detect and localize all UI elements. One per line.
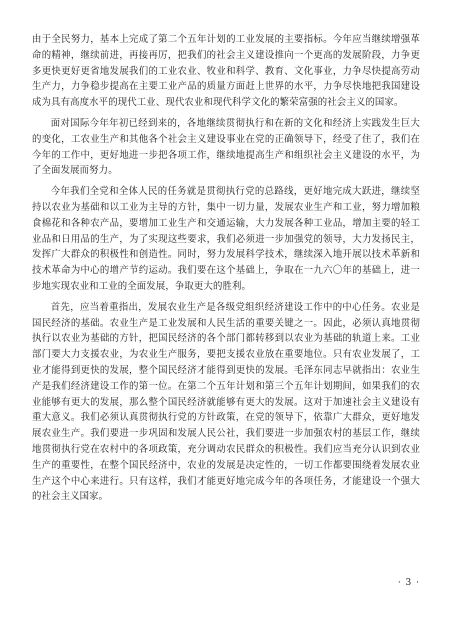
paragraph-3: 今年我们全党和全体人民的任务就是贯彻执行党的总路线，更好地完成大跃进，继续坚持以农业为基础和以工业为主导的方针，集中一切力量，发展农业生产和工业，努力增加粮食棉花和各种农产品，要增加工业生产和交通运输，大力发展各种工业品，增加主要的轻工业品和日用品的生产，为了实现这些要求，我们必须进一步加强党的领导，大力发扬民主，发挥广大群众的积极性和创造性。同时，努力发展科学技术，继续深入地开展以技术革新和技术革命为中心的增产节约运动。我们要在这个基础上，争取在一九六〇年的基础上，进一步地实现农业和工业的全面发展，争取更大的胜利。 — [32, 186, 420, 292]
paragraph-2: 面对国际今年年初已经到来的，各地继续贯彻执行和在新的文化和经济上实践发生巨大的变化，工农业生产和其他各个社会主义建设事业在党的正确领导下，经受了住了，我们在今年的工作中，更好地进一步把各项工作，继续地提高生产和组织社会主义建设的水平，为了全面发展而努力。 — [32, 117, 420, 177]
page-number: · 3 · — [397, 578, 420, 588]
paragraph-1: 由于全民努力，基本上完成了第二个五年计划的工业发展的主要指标。今年应当继续增强革命的精神，继续前进，再接再厉，把我们的社会主义建设推向一个更高的发展阶段，力争更多更快更好更省地发展我们的工业农业、牧业和科学、教育、文化事业，力争尽快提高劳动生产力，力争稳步提高在主要工业产品的质量方面赶上世界的水平，力争尽快地把我国建设成为具有高度水平的现代工业、现代农业和现代科学文化的繁荣富强的社会主义的国家。 — [32, 34, 420, 109]
paragraph-4: 首先，应当着重指出，发展农业生产是各级党组织经济建设工作中的中心任务。农业是国民经济的基础。农业生产是工业发展和人民生活的重要关键之一。因此，必须认真地贯彻执行以农业为基础的方针，把国民经济的各个部门都转移到以农业为基础的轨道上来。工业部门要大力支援农业，为农业生产服务，要把支援农业放在重要地位。只有农业发展了，工业才能得到更快的发展，整个国民经济才能得到更快的发展。毛泽东同志早就指出：农业生产是我们经济建设工作的第一位。在第二个五年计划和第三个五年计划期间，如果我们的农业能够有更大的发展，那么整个国民经济就能够有更大的发展。这对于加速社会主义建设有重大意义。我们必须认真贯彻执行党的方针政策，在党的领导下，依靠广大群众，更好地发展农业生产。我们要进一步巩固和发展人民公社，我们要进一步加强农村的基层工作，继续地贯彻执行党在农村中的各项政策，充分调动农民群众的积极性。我们应当充分认识到农业生产的重要性，在整个国民经济中，农业的发展是决定性的，一切工作都要围绕着发展农业生产这个中心来进行。只有这样，我们才能更好地完成今年的各项任务，才能建设一个强大的社会主义国家。 — [32, 301, 420, 503]
